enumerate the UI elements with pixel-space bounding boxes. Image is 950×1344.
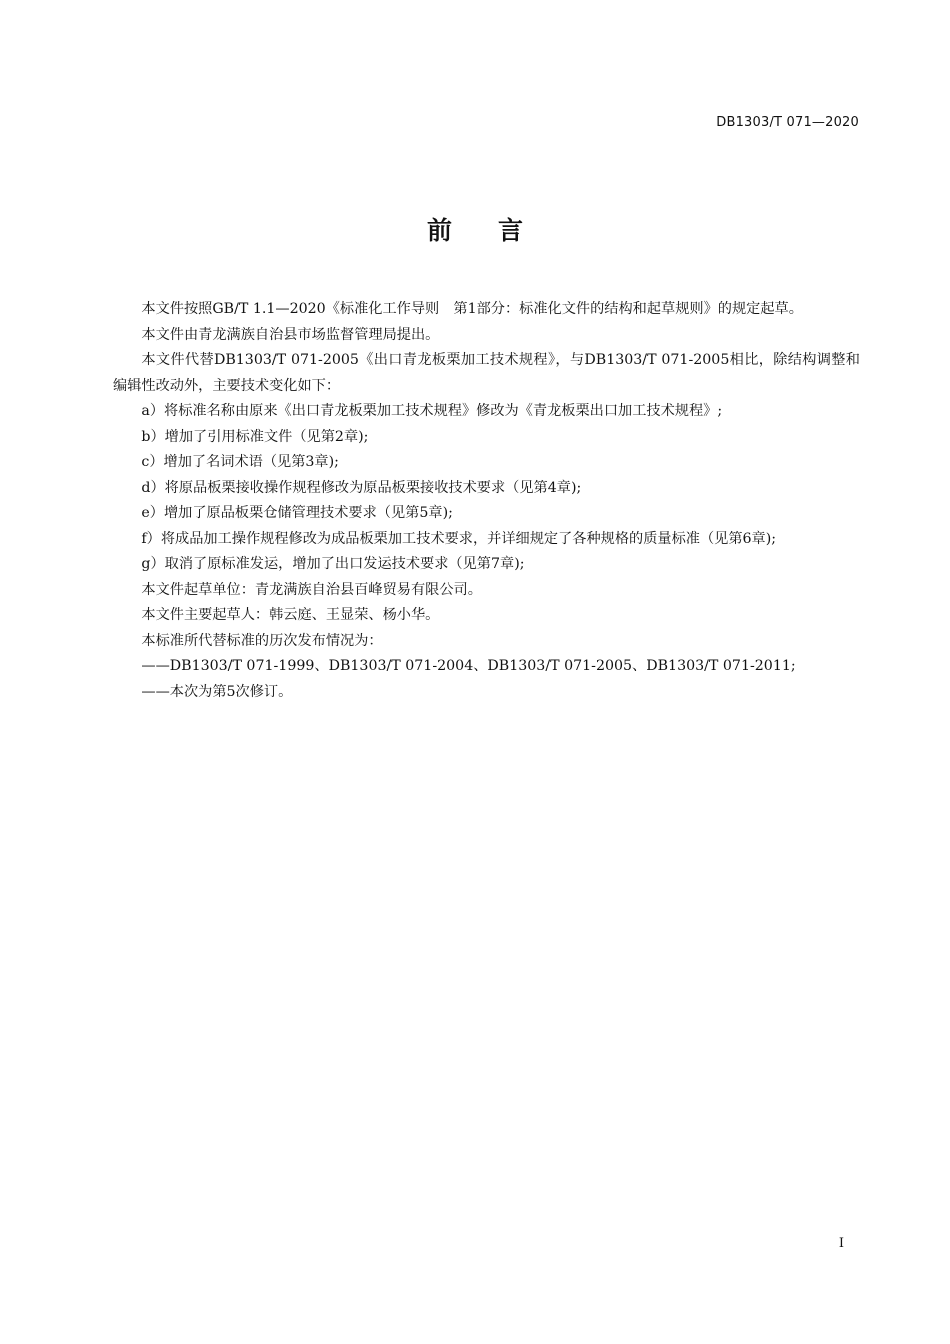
- paragraph-proposer: 本文件由青龙满族自治县市场监督管理局提出。: [141, 326, 440, 343]
- change-item-d: d）将原品板栗接收操作规程修改为原品板栗接收技术要求（见第4章);: [141, 479, 582, 496]
- paragraph-drafting-unit: 本文件起草单位：青龙满族自治县百峰贸易有限公司。: [141, 581, 482, 598]
- paragraph-history-intro: 本标准所代替标准的历次发布情况为：: [141, 632, 383, 649]
- history-item-previous-editions: ——DB1303/T 071-1999、DB1303/T 071-2004、DB1303/T 071-2005、DB1303/T 071-2011;: [141, 658, 796, 674]
- document-code: DB1303/T 071—2020: [716, 115, 859, 130]
- history-item-current-revision: ——本次为第5次修订。: [141, 683, 293, 700]
- page-number: I: [838, 1236, 844, 1251]
- change-item-f: f）将成品加工操作规程修改为成品板栗加工技术要求，并详细规定了各种规格的质量标准（见第6章);: [141, 530, 777, 547]
- paragraph-drafters: 本文件主要起草人：韩云庭、王显荣、杨小华。: [141, 607, 440, 623]
- change-item-a: a）将标准名称由原来《出口青龙板栗加工技术规程》修改为《青龙板栗出口加工技术规程》;: [141, 403, 723, 419]
- change-item-g: g）取消了原标准发运，增加了出口发运技术要求（见第7章);: [141, 556, 525, 572]
- change-item-b: b）增加了引用标准文件（见第2章);: [141, 428, 369, 445]
- paragraph-drafting-basis: 本文件按照GB/T 1.1—2020《标准化工作导则 第1部分：标准化文件的结构和起草规则》的规定起草。: [141, 301, 803, 317]
- paragraph-replacement: 本文件代替DB1303/T 071-2005《出口青龙板栗加工技术规程》，与DB1303/T 071-2005相比，除结构调整和编辑性改动外，主要技术变化如下：: [113, 352, 860, 394]
- change-item-e: e）增加了原品板栗仓储管理技术要求（见第5章);: [141, 505, 453, 521]
- change-item-c: c）增加了名词术语（见第3章);: [141, 454, 339, 470]
- page-title: 前言: [426, 216, 569, 245]
- foreword-body: [113, 297, 860, 705]
